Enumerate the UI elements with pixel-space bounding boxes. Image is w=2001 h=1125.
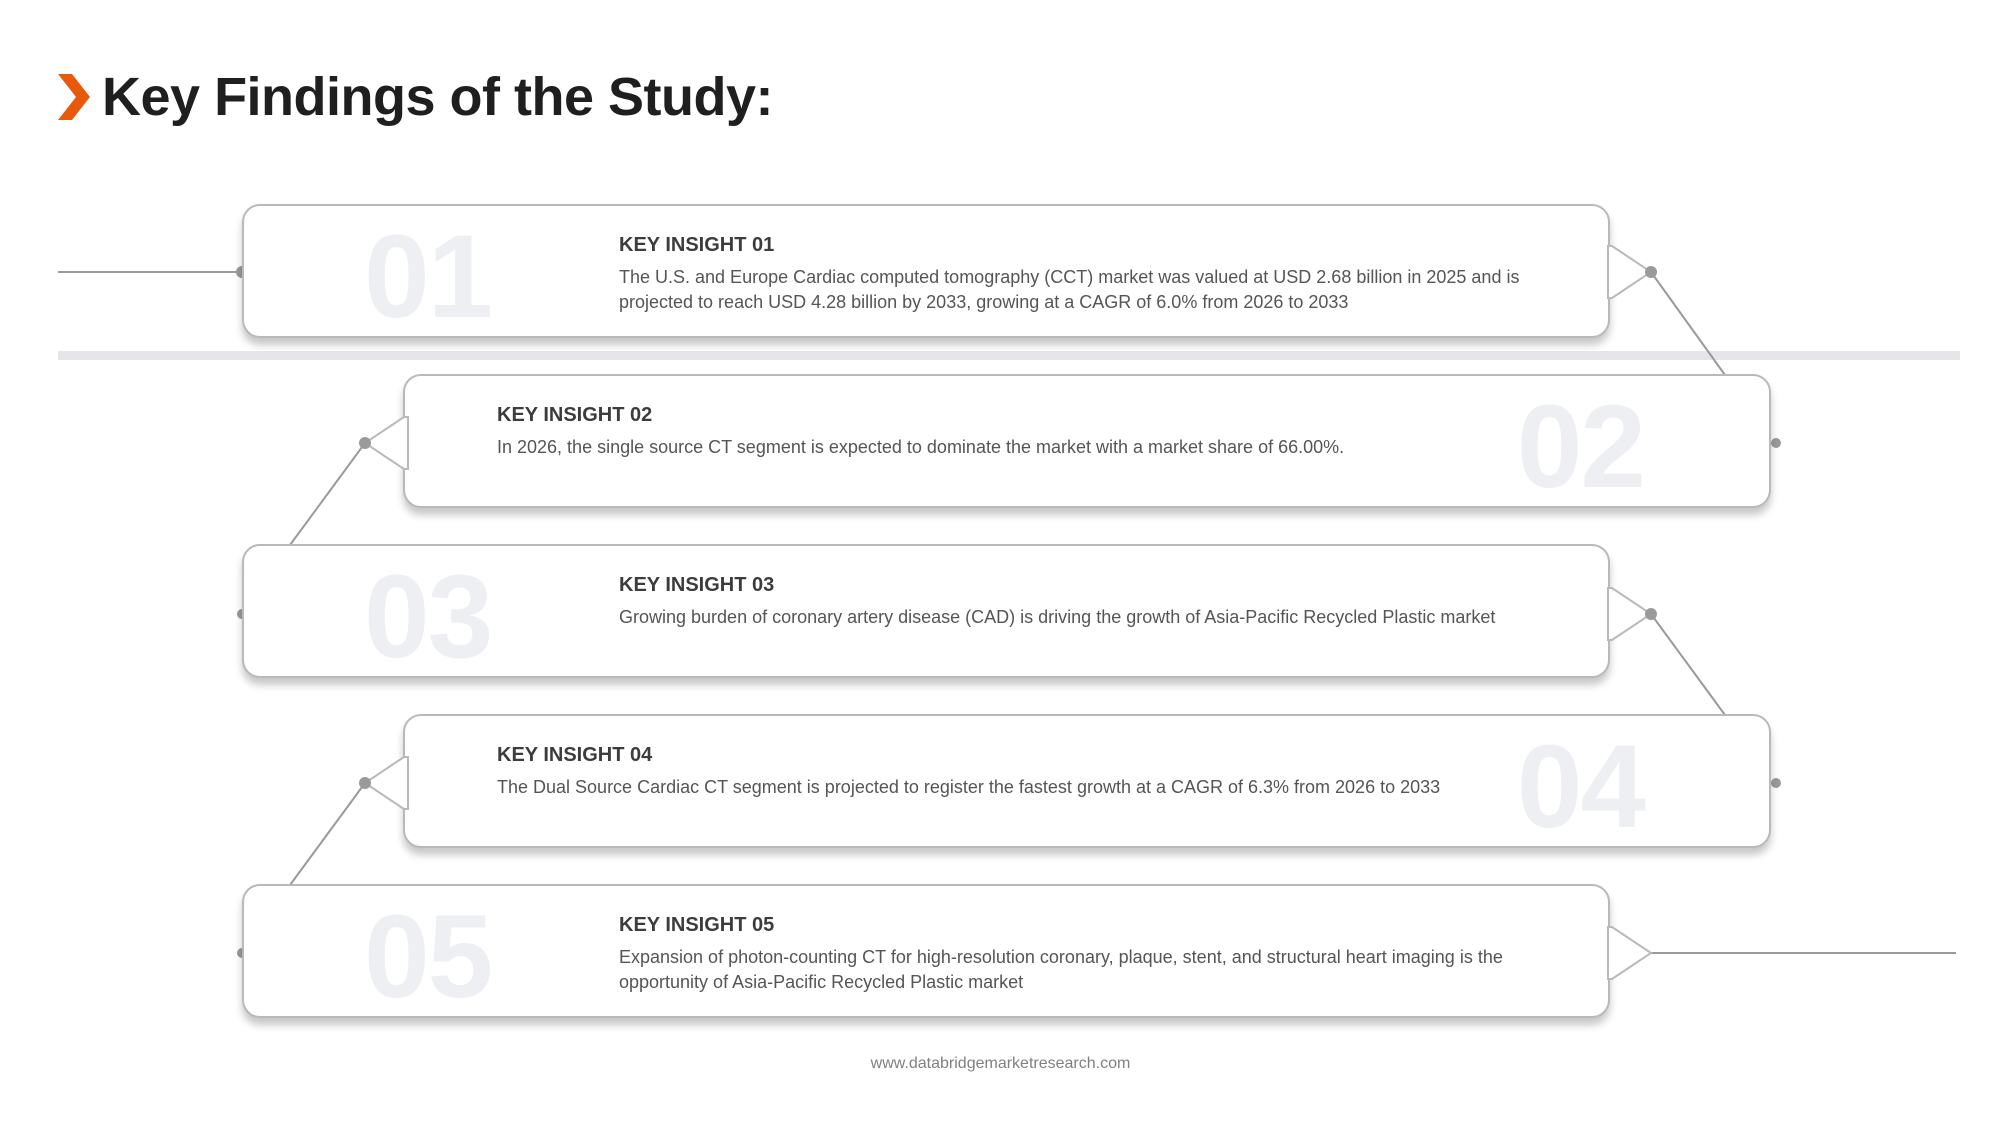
insight-content — [497, 404, 1477, 460]
insight-text: In 2026, the single source CT segment is expected to dominate the market with a market share of 66.00%. — [497, 437, 1345, 457]
insight-text: The Dual Source Cardiac CT segment is projected to register the fastest growth at a CAGR of 6.3% from 2026 to 2033 — [497, 777, 1441, 797]
insight-title: KEY INSIGHT 02 — [497, 404, 653, 426]
insight-number: 01 — [364, 211, 492, 338]
page-title: Key Findings of the Study: — [102, 67, 773, 127]
insight-card-05 — [242, 884, 1610, 1018]
insight-title: KEY INSIGHT 04 — [497, 744, 653, 766]
chevron-right-icon — [58, 72, 92, 122]
insight-title: KEY INSIGHT 01 — [619, 234, 775, 256]
insight-card-02 — [403, 374, 1771, 508]
insight-title: KEY INSIGHT 05 — [619, 914, 775, 936]
insight-number: 02 — [1516, 381, 1644, 508]
footer-url: www.databridgemarketresearch.com — [870, 1055, 1131, 1072]
insight-card-03 — [242, 544, 1610, 678]
insight-content — [619, 914, 1579, 995]
insight-number: 05 — [364, 891, 492, 1018]
insight-title: KEY INSIGHT 03 — [619, 574, 775, 596]
insight-card-04 — [403, 714, 1771, 848]
insight-content — [619, 234, 1579, 315]
insight-number: 03 — [364, 551, 492, 678]
insight-text: Expansion of photon-counting CT for high-resolution coronary, plaque, stent, and structural heart imaging is the opportunity of Asia-Pacific Recycled Plastic market — [619, 947, 1503, 992]
insight-text: Growing burden of coronary artery disease (CAD) is driving the growth of Asia-Pacific Recycled Plastic market — [619, 607, 1496, 627]
insight-text: The U.S. and Europe Cardiac computed tomography (CCT) market was valued at USD 2.68 billion in 2025 and is projected to reach USD 4.28 billion by 2033, growing at a CAGR of 6.0% from 2026 to 2033 — [619, 267, 1520, 312]
insight-content — [619, 574, 1579, 630]
insight-content — [497, 744, 1477, 800]
insight-number: 04 — [1516, 721, 1644, 848]
title-block — [58, 62, 773, 132]
insight-card-01 — [242, 204, 1610, 338]
